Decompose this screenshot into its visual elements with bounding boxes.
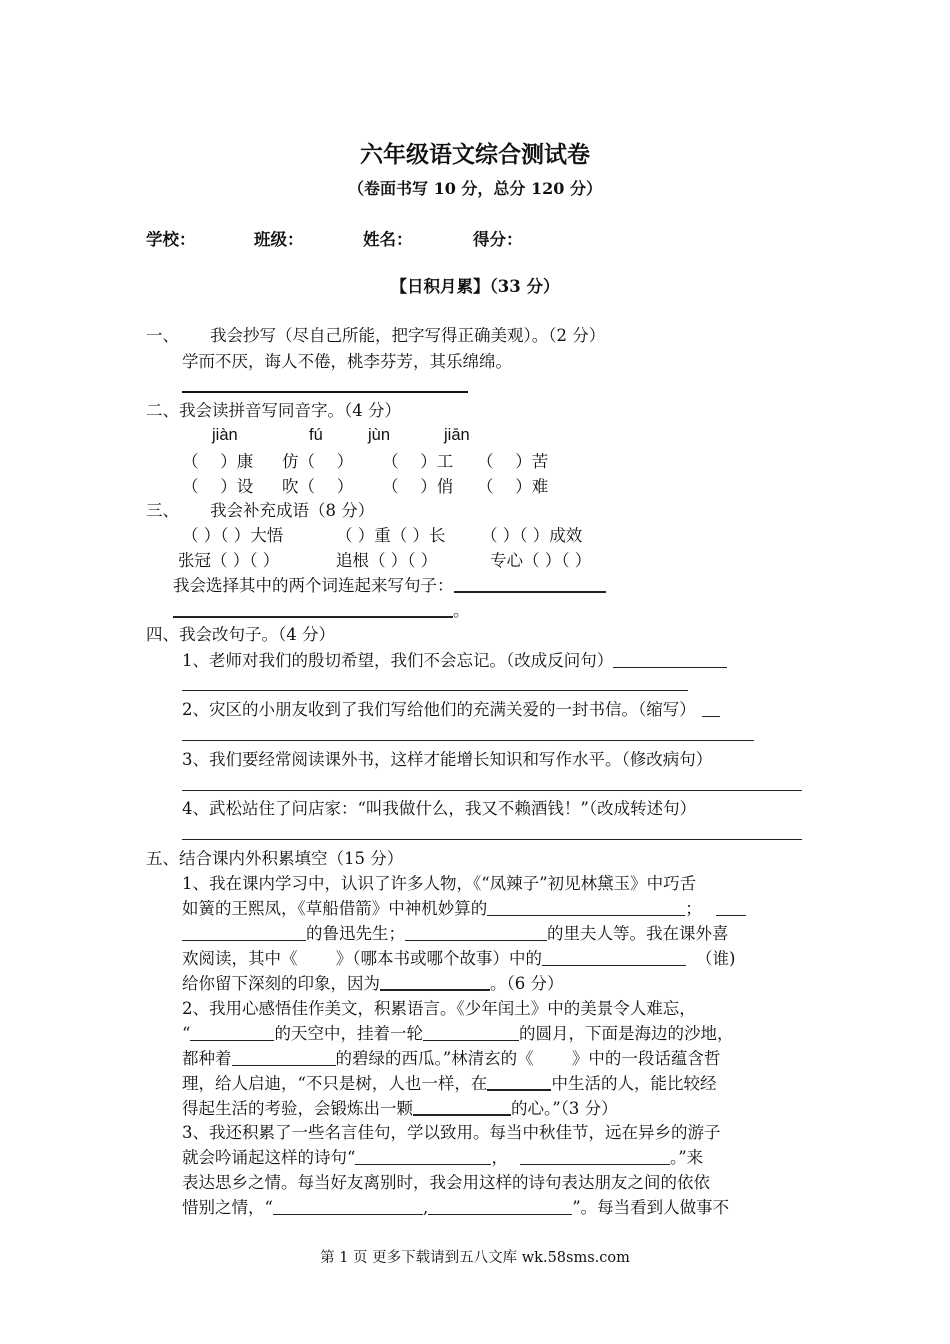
- q5-text: 得起生活的考验，会锻炼出一颗: [182, 1099, 413, 1118]
- q5-text: 给你留下深刻的印象，因为: [182, 974, 380, 993]
- q2-row1-item[interactable]: （ ）工: [382, 452, 454, 471]
- q5-text: 中生活的人，能比较经: [551, 1074, 717, 1093]
- q3-sentence-prompt: [173, 575, 606, 597]
- q5-blank[interactable]: [190, 1024, 274, 1041]
- q5-part2-line: [182, 1023, 733, 1045]
- q3-sentence-prompt-text: 我会选择其中的两个词连起来写句子：: [173, 576, 454, 595]
- q3-idiom[interactable]: （ ）（ ）大悟: [182, 526, 284, 545]
- q5-text: ,: [422, 1198, 429, 1217]
- q1-copy-text: 学而不厌，诲人不倦，桃李芬芳，其乐绵绵。: [182, 352, 512, 371]
- q5-text: ；: [685, 899, 702, 918]
- q5-part1-line: [182, 948, 735, 970]
- q5-text: 的天空中，挂着一轮: [274, 1024, 423, 1043]
- q5-part3-line: [182, 1197, 729, 1219]
- q5-blank[interactable]: [487, 899, 685, 916]
- q5-text: 欢阅读，其中《 》（哪本书或哪个故事）中的: [182, 949, 542, 968]
- q3-number: 三、: [146, 501, 179, 520]
- q5-text: 。（6 分）: [490, 974, 564, 993]
- q5-part3-line: 表达思乡之情。每当好友离别时，我会用这样的诗句表达朋友之间的依依: [182, 1173, 710, 1192]
- q5-text: 的里夫人等。我在课外喜: [547, 924, 729, 943]
- q2-row1-item[interactable]: 仿（ ）: [282, 452, 354, 471]
- q5-blank[interactable]: [520, 1148, 670, 1165]
- q2-row2-item[interactable]: （ ）难: [477, 477, 549, 496]
- q2-pinyin-1: jiàn: [212, 426, 238, 444]
- q5-part3-line: [182, 1147, 703, 1169]
- q3-idiom[interactable]: 张冠（ ）（ ）: [178, 551, 280, 570]
- q3-sentence-blank-2[interactable]: [173, 600, 453, 618]
- q5-text: （谁): [696, 949, 736, 968]
- q5-part1-line: 1、我在课内学习中，认识了许多人物，《“凤辣子”初见林黛玉》中巧舌: [182, 874, 697, 893]
- q5-blank[interactable]: [380, 973, 490, 991]
- q5-blank[interactable]: [428, 1198, 572, 1215]
- q3-sentence-blank[interactable]: [454, 575, 606, 593]
- q5-text: ”。每当看到人做事不: [572, 1198, 730, 1217]
- q2-pinyin-3: jùn: [368, 426, 391, 444]
- q5-part1-line: [182, 923, 729, 945]
- q2-pinyin-4: jiān: [444, 426, 470, 444]
- q5-part1-line: [182, 898, 746, 920]
- q5-blank[interactable]: [487, 1073, 551, 1091]
- q4-prompt: 四、我会改句子。（4 分）: [146, 625, 335, 644]
- q5-blank[interactable]: [232, 1049, 336, 1066]
- q1-prompt: 我会抄写（尽自己所能，把字写得正确美观）。（2 分）: [210, 326, 606, 345]
- q5-text: 的鲁迅先生；: [306, 924, 405, 943]
- q2-row1-item[interactable]: （ ）康: [182, 452, 254, 471]
- q4-item-text: 1、老师对我们的殷切希望，我们不会忘记。（改成反问句）: [182, 651, 614, 670]
- q2-row1-item[interactable]: （ ）苦: [477, 452, 549, 471]
- q3-prompt: 我会补充成语（8 分）: [210, 501, 375, 520]
- q2-row2-item[interactable]: （ ）俏: [382, 477, 454, 496]
- q4-item: 3、我们要经常阅读课外书，这样才能增长知识和写作水平。（修改病句）: [182, 750, 713, 769]
- q5-text: 的心。”（3 分）: [511, 1099, 618, 1118]
- q3-idiom[interactable]: 专心（ ）（ ）: [490, 551, 592, 570]
- q2-pinyin-2: fú: [309, 426, 323, 444]
- q5-text: ，: [491, 1148, 508, 1167]
- q1-answer-line[interactable]: [182, 391, 468, 393]
- q4-item: [182, 699, 720, 721]
- q5-text: “: [182, 1024, 191, 1043]
- q4-answer-blank[interactable]: [613, 651, 727, 668]
- q4-item: [182, 650, 727, 672]
- q4-answer-line[interactable]: [182, 790, 802, 791]
- q4-answer-line[interactable]: [182, 690, 688, 691]
- q5-blank[interactable]: [273, 1198, 423, 1215]
- q3-idiom[interactable]: （ ）重（ ）长: [336, 526, 446, 545]
- class-field-label: 班级：: [254, 230, 304, 249]
- score-field-label: 得分：: [473, 230, 523, 249]
- q5-part1-line: [182, 973, 564, 995]
- name-field-label: 姓名：: [363, 230, 413, 249]
- q4-answer-line[interactable]: [182, 839, 802, 840]
- q5-part2-line: [182, 1048, 720, 1070]
- q3-end-mark: 。: [453, 601, 470, 620]
- q5-blank[interactable]: [355, 1148, 491, 1165]
- q5-part3-line: 3、我还积累了一些名言佳句，学以致用。每当中秋佳节，远在异乡的游子: [182, 1123, 721, 1142]
- q5-text: 都种着: [182, 1049, 232, 1068]
- q1-number: 一、: [146, 326, 179, 345]
- q5-text: 的圆月，下面是海边的沙地，: [518, 1024, 734, 1043]
- page-subtitle: （卷面书写 10 分，总分 120 分）: [348, 179, 602, 198]
- q5-text: 理，给人启迪，“不只是树，人也一样，在: [182, 1074, 488, 1093]
- q5-blank[interactable]: [405, 924, 547, 941]
- q3-idiom[interactable]: （ ）（ ）成效: [481, 526, 583, 545]
- page-footer: 第 1 页 更多下载请到五八文库 wk.58sms.com: [320, 1250, 630, 1266]
- q5-prompt: 五、结合课内外积累填空（15 分）: [146, 849, 404, 868]
- q4-answer-line[interactable]: [182, 740, 754, 741]
- q5-text: 就会吟诵起这样的诗句“: [182, 1148, 356, 1167]
- q5-blank[interactable]: [423, 1024, 519, 1041]
- q5-blank[interactable]: [716, 899, 746, 916]
- school-field-label: 学校：: [146, 230, 196, 249]
- q5-part2-line: 2、我用心感悟佳作美文，积累语言。《少年闰土》中的美景令人难忘，: [182, 999, 696, 1018]
- q5-part2-line: [182, 1098, 618, 1120]
- q5-part2-line: [182, 1073, 716, 1095]
- q5-text: 的碧绿的西瓜。”林清玄的《 》中的一段话蕴含哲: [335, 1049, 721, 1068]
- q2-prompt: 二、我会读拼音写同音字。（4 分）: [146, 401, 401, 420]
- q5-blank[interactable]: [182, 924, 306, 941]
- q5-blank[interactable]: [542, 949, 686, 966]
- q5-text: 惜别之情，“: [182, 1198, 273, 1217]
- q2-row2-item[interactable]: 吹（ ）: [282, 477, 354, 496]
- q4-item: 4、武松站住了问店家：“叫我做什么，我又不赖酒钱！”（改成转述句）: [182, 799, 697, 818]
- q3-sentence-line2: [173, 600, 470, 622]
- q4-answer-blank[interactable]: [702, 700, 720, 717]
- q5-text: 如簧的王熙凤，《草船借箭》中神机妙算的: [182, 899, 488, 918]
- page-title: 六年级语文综合测试卷: [360, 141, 590, 168]
- q5-text: 。”来: [669, 1148, 704, 1167]
- q2-row2-item[interactable]: （ ）设: [182, 477, 254, 496]
- q4-item-text: 2、灾区的小朋友收到了我们写给他们的充满关爱的一封书信。（缩写）: [182, 700, 696, 719]
- section-header: 【日积月累】（33 分）: [390, 277, 560, 296]
- q3-idiom[interactable]: 追根（ ）（ ）: [336, 551, 438, 570]
- q5-blank[interactable]: [413, 1098, 511, 1116]
